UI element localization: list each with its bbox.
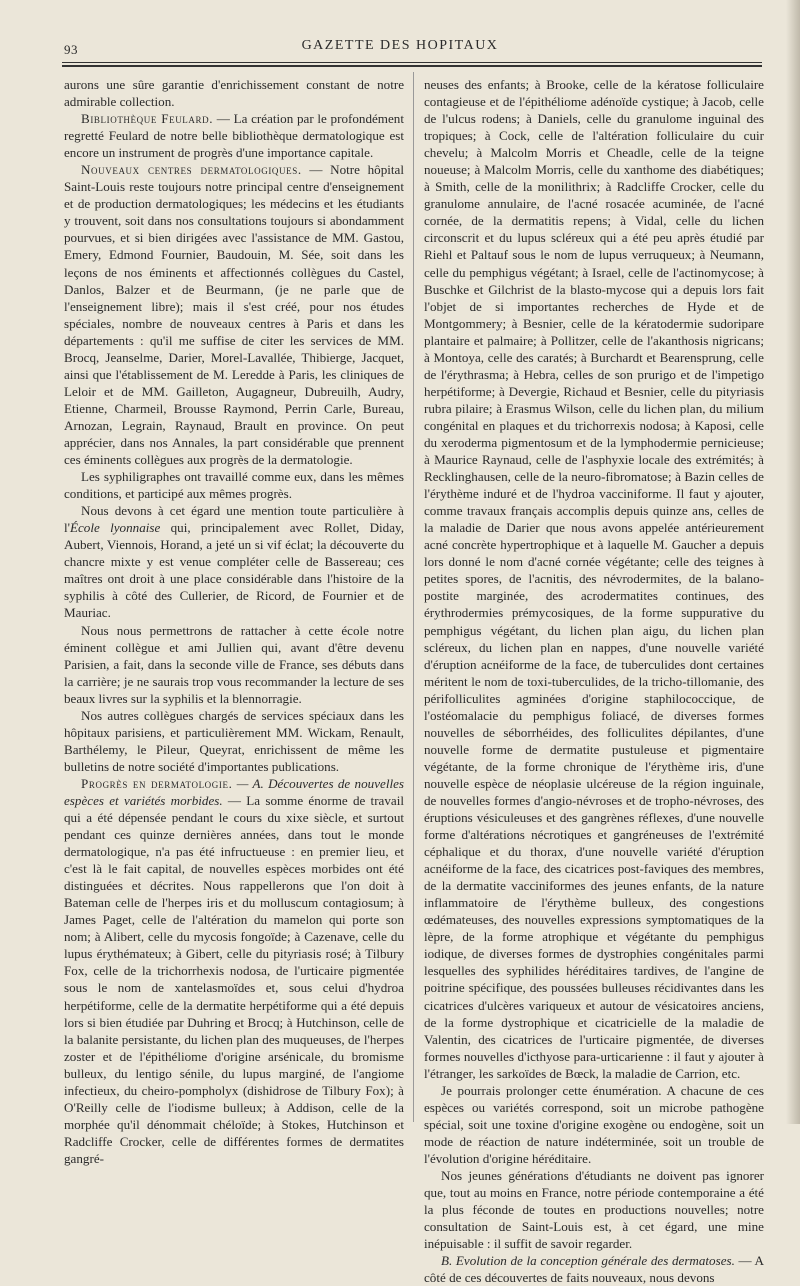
- right-column: [424, 76, 764, 1286]
- section-heading: Bibliothèque Feulard.: [81, 111, 214, 127]
- text-span: qui, principalement avec Rollet, Diday, Aubert, Viennois, Horand, a jeté un si vif éclat; la découverte du chancre mixte y est venue compléter celle de Bassereau; ces maîtres ont droit à une place considérable dans l'histoire de la syphilis à côté des Cullerier, de Ricord, de Fournier et de Mauriac.: [64, 520, 404, 621]
- header-rule: [62, 62, 762, 63]
- paragraph-nouveaux-centres: [64, 161, 404, 468]
- section-heading: Nouveaux centres dermatologiques.: [81, 162, 302, 178]
- header-rule-double: [62, 65, 762, 67]
- paragraph-evolution: [424, 1252, 764, 1286]
- paragraph-progres: [64, 775, 404, 1167]
- paragraph: aurons une sûre garantie d'enrichissement constant de notre admirable collection.: [64, 77, 404, 110]
- paragraph-body: — A côté de ces découvertes de faits nouveaux, nous devons: [424, 1253, 765, 1286]
- paragraph: Les syphiligraphes ont travaillé comme eux, dans les mêmes conditions, et participé aux mêmes progrès.: [64, 469, 404, 502]
- left-column: [64, 76, 404, 1167]
- text-span: Nous devons à cet égard une mention toute particulière à l': [64, 503, 404, 536]
- italic-term: École lyonnaise: [70, 520, 161, 536]
- paragraph: Nos jeunes générations d'étudiants ne doivent pas ignorer que, tout au moins en France, notre période contemporaine a été la plus féconde de toutes en productions nouvelles; notre consultation de Saint-Louis est, à cet égard, une mine inépuisable : il suffit de savoir regarder.: [424, 1168, 764, 1252]
- paragraph: Je pourrais prolonger cette énumération. A chacune de ces espèces ou variétés correspond, soit un microbe pathogène spécial, soit une toxine d'origine exogène ou endogène, soit un mode de réaction de nature indéterminée, soit un trouble de l'évolution d'origine héréditaire.: [424, 1082, 764, 1166]
- paragraph-body: — Notre hôpital Saint-Louis reste toujours notre principal centre d'enseignement et de production dermatologiques; les médecins et les étudiants y trouvent, soit dans nos consultations toujours si abondamment pourvues, et si bien dirigées avec l'assistance de MM. Gastou, Emery, Edmond Fournier, Baudouin, M. Sée, soit dans les leçons de nos éminents et affectionnés collègues du Castel, Danlos, Balzer et de Beurmann, (je ne parle que de l'enseignement libre); mais il s'est créé, pour nos études spéciales, nombre de nouveaux centres à Paris et dans les départements : qu'il me suffise de citer les services de MM. Brocq, Jeanselme, Darier, Morel-Lavallée, Thibierge, Jacquet, ainsi que l'établissement de M. Leredde à Paris, les cliniques de Leloir et de MM. Gailleton, Augagneur, Dubreuilh, Audry, Etienne, Charmeil, Brousse Raymond, Perrin Carle, Bureau, Arnozan, Legrain, Raynaud, Brault en province. On peut apprécier, dans nos Annales, la part considérable que prennent ces éminents collègues aux progrès de la dermatologie.: [64, 162, 404, 468]
- paragraph: Nos autres collègues chargés de services spéciaux dans les hôpitaux parisiens, et particulièrement MM. Wickam, Renault, Barthélemy, le Pileur, Queyrat, enrichissent de même les bulletins de notre société d'importantes publications.: [64, 707, 404, 774]
- paragraph-bibliotheque: [64, 110, 404, 161]
- section-subheading: — A. Découvertes de nouvelles espèces et variétés morbides.: [64, 775, 404, 808]
- column-divider: [413, 72, 414, 1122]
- page-number: 93: [64, 42, 78, 57]
- paragraph: Nous nous permettrons de rattacher à cette école notre éminent collègue et ami Jullien qui, avant d'être devenu Parisien, a fait, dans la seconde ville de France, ses débuts dans la carrière; je ne saurais trop vous recommander la lecture de ses beaux livres sur la syphilis et la blennorragie.: [64, 622, 404, 706]
- paragraph-body: — La création par le profondément regretté Feulard de notre belle bibliothèque dermatologique est encore un instrument de progrès d'une importance capitale.: [64, 111, 404, 161]
- section-heading: B. Evolution de la conception générale des dermatoses.: [441, 1253, 735, 1269]
- paragraph-body: — La somme énorme de travail qui a été dépensée pendant le cours du xixe siècle, et surtout pendant ces quinze dernières années, dans tout le monde dermatologique, n'a pas été infructueuse : en premier lieu, et c'est là le fait capital, de nouvelles espèces morbides ont été distinguées et décrites. Nous rappellerons que l'on doit à Bateman celle de l'herpes iris et du molluscum contagiosum; à James Paget, celle de l'altération du mamelon qui porte son nom; à Alibert, celle du mycosis fongoïde; à Cazenave, celle du lupus érythémateux; à Gibert, celle du pityriasis rosé; à Tilbury Fox, celle de la trichorrhexis nodosa, de l'urticaire pigmentée sous le nom de xantelasmoïdes et, sous celui d'hydroa herpétiforme, celle de la dermatite herpétiforme qui a été depuis lors si bien étudiée par Duhring et Brocq; à Hutchinson, celle de la balanite persistante, du lichen plan des muqueuses, de l'herpes zoster et de l'épithéliome d'origine arsénicale, du bromisme bulleux, du lentigo sénile, du lupus marginé, de l'angiome infectieux, du cheiro-pompholyx (dishidrose de Tilbury Fox); à O'Reilly celle de l'iodisme bulleux; à Addison, celle de la morphée qu'il dénommait chéloïde; à Stokes, Hutchinson et Radcliffe Crocker, celle de différentes formes de dermatites gangré-: [64, 792, 405, 1166]
- running-head: GAZETTE DES HOPITAUX: [301, 38, 499, 53]
- page-edge-shadow: [786, 0, 800, 1124]
- paragraph: neuses des enfants; à Brooke, celle de la kératose folliculaire contagieuse et de l'épithéliome adénoïde cystique; à Jacob, celle de l'ulcus rodens; à Daniels, celle du granulome inguinal des tropiques; à Cock, celle de l'altération folliculaire du cuir chevelu; à Malcolm Morris et Cheadle, celle de la teigne noueuse; à Malcolm Morris, celle du xanthome des diabétiques; à Smith, celle de la monilithrix; à Radcliffe Crocker, celle du granulome annulaire, de l'acné rosacée acuminée, de l'acné cornée, de la dermatitis repens; à Vidal, celle du lichen circonscrit et du lupus scléreux qui a été peu après étudié par Riehl et Paltauf sous le nom de lupus verruqueux; à Neumann, celle du pemphigus végétant; à Israel, celle de l'actinomycose; à Buschke et Gilchrist de la blasto-mycose qui a depuis lors fait l'objet de si importantes recherches de Hyde et de Montgommery; à Besnier, celle de la kératodermie sudoripare plantaire et palmaire; à Pollitzer, celle de l'akanthosis nigricans; à Montoya, celle des caratés; à Burchardt et Bearensprung, celle de l'érythrasma; à Hebra, celles de son prurigo et de l'impetigo herpétiforme; à Devergie, Richaud et Besnier, celle du pityriasis rubra pilaire; à Erasmus Wilson, celle du lichen plan, du milium congénital en plaques et du trichorrexis nodosa; à Kaposi, celle du xeroderma pigmentosum et de la lymphodermie pernicieuse; à Maurice Raynaud, celle de l'asphyxie locale des extrémités; à Recklinghausen, celle de la neuro-fibromatose; à Bazin celles de l'érythème induré et de l'hydroa vacciniforme. Il faut y ajouter, comme travaux français accomplis depuis quinze ans, celles de la maladie de Darier que nous avons appelée antérieurement acné concrète hypertrophique et à laquelle M. Gaucher a depuis lors donné le nom d'acné cornée végétante; celle des teignes à petites spores, de l'acnitis, des névrodermites, de la balano-postite marginée, des acrodermatites continues, des érythrodermies prémycosiques, de la forme suppurative du pemphigus végétant, du lichen plan aigu, du lichen plan scléreux, du lichen plan en nappes, d'une nouvelle variété d'éruption acnéiforme de la face, de tuberculides dont certaines méritent le nom de toxi-tuberculides, de la tricho-tillomanie, des périfolliculites agminées d'origine staphilococcique, de l'ostéomalacie du pemphigus foliacé, de diverses formes nouvelles de séborrhéides, des folliculites dépilantes, d'une nouvelle forme de dermatite pustuleuse et pigmentaire végétante, de la forme chronique de l'érythème iris, d'une nouvelle espèce de néoplasie ulcéreuse de la région inguinale, de nouvelles formes d'angio-névroses et de tropho-névroses, des éruptions vésiculeuses et des gangrènes réflexes, d'une nouvelle forme d'altérations nécrotiques et gangréneuses de l'extrémité céphalique et du thorax, d'une nouvelle variété d'éruption acnéiforme de la face, des cicatrices post-faviques des membres, de la dermatite vacciniformes des jeunes enfants, de la nature inflammatoire de l'érythème bulleux, des congestions œdémateuses, des nouvelles expressions symptomatiques de la lèpre, de la forme atrophique et végétante du pemphigus iodique, de diverses formes de dystrophies congénitales parmi lesquelles des syphilides héréditaires tardives, de l'angine de poitrine spécifique, des poussées bulleuses récidivantes dans les cicatrices d'ulcères variqueux et autour de vésicatoires anciens, de la forme dystrophique et cicatricielle de la maladie de Valentin, des cicatrices de l'urticaire pigmentée, de diverses formes nouvelles d'icthyose para-urticarienne : il faut y ajouter à l'étranger, les sarkoïdes de Bœck, la maladie de Carrion, etc.: [424, 77, 764, 1081]
- section-heading: Progrès en dermatologie.: [81, 775, 233, 791]
- paragraph-ecole-lyonnaise: [64, 502, 404, 621]
